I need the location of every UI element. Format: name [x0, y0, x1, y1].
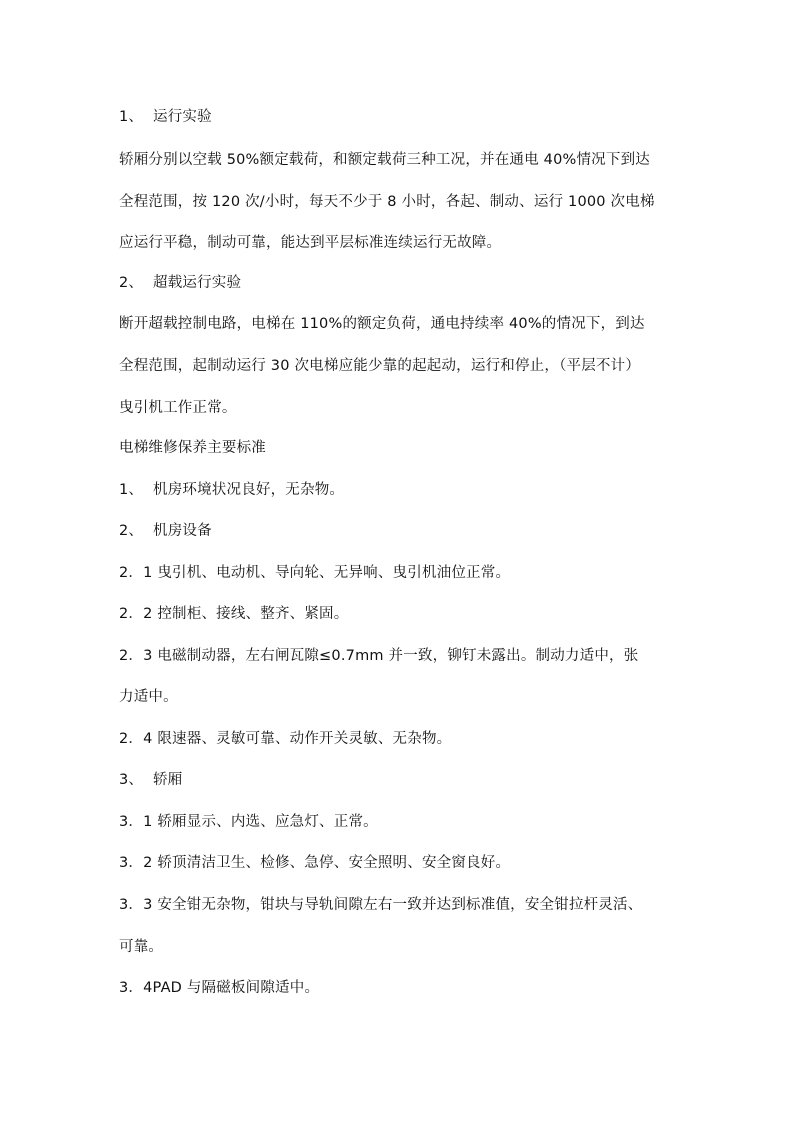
- paragraph-line: [119, 314, 679, 334]
- document-heading: [119, 438, 679, 458]
- line-text: 电梯维修保养主要标准: [119, 440, 266, 456]
- paragraph-line: [119, 150, 679, 170]
- line-text: 3．4PAD 与隔磁板间隙适中。: [119, 980, 320, 996]
- line-text: 可靠。: [119, 939, 164, 955]
- line-text: 轿厢分别以空载 50%额定载荷，和额定载荷三种工况，并在通电 40%情况下到达: [119, 152, 650, 168]
- paragraph-line: [119, 398, 679, 418]
- section-heading: [119, 107, 679, 127]
- list-number: 2、: [119, 275, 144, 291]
- line-text: 全程范围，起制动运行 30 次电梯应能少靠的起起动，运行和停止，（平层不计）: [119, 358, 641, 374]
- list-item: [119, 604, 679, 624]
- line-text: 全程范围，按 120 次/小时，每天不少于 8 小时，各起、制动、运行 1000 次电梯: [119, 194, 655, 210]
- list-item: [119, 480, 679, 500]
- list-item: [119, 812, 679, 832]
- line-text: 2．4 限速器、灵敏可靠、动作开关灵敏、无杂物。: [119, 731, 452, 747]
- line-text: 超载运行实验: [153, 275, 242, 291]
- section-heading: [119, 521, 679, 541]
- paragraph-line: [119, 687, 679, 707]
- line-text: 曳引机工作正常。: [119, 400, 237, 416]
- list-item: [119, 895, 679, 915]
- line-text: 机房环境状况良好，无杂物。: [153, 482, 345, 498]
- list-item: [119, 646, 679, 666]
- line-text: 3．1 轿厢显示、内选、应急灯、正常。: [119, 814, 378, 830]
- section-heading: [119, 770, 679, 790]
- line-text: 应运行平稳，制动可靠，能达到平层标准连续运行无故障。: [119, 235, 502, 251]
- list-number: 3、: [119, 772, 144, 788]
- list-item: [119, 729, 679, 749]
- line-text: 2．2 控制柜、接线、整齐、紧固。: [119, 606, 349, 622]
- line-text: 3．2 轿顶清洁卫生、检修、急停、安全照明、安全窗良好。: [119, 855, 511, 871]
- line-text: 运行实验: [153, 109, 212, 125]
- paragraph-line: [119, 356, 679, 376]
- section-heading: [119, 273, 679, 293]
- line-text: 机房设备: [153, 523, 212, 539]
- list-item: [119, 978, 679, 998]
- line-text: 2．3 电磁制动器，左右闸瓦隙≤0.7mm 并一致，铆钉未露出。制动力适中，张: [119, 648, 639, 664]
- line-text: 断开超载控制电路，电梯在 110%的额定负荷，通电持续率 40%的情况下，到达: [119, 316, 645, 332]
- paragraph-line: [119, 192, 679, 212]
- line-text: 2．1 曳引机、电动机、导向轮、无异响、曳引机油位正常。: [119, 565, 511, 581]
- list-item: [119, 563, 679, 583]
- line-text: 轿厢: [153, 772, 183, 788]
- list-item: [119, 853, 679, 873]
- list-number: 2、: [119, 523, 144, 539]
- paragraph-line: [119, 233, 679, 253]
- paragraph-line: [119, 937, 679, 957]
- list-number: 1、: [119, 482, 144, 498]
- list-number: 1、: [119, 109, 144, 125]
- line-text: 3．3 安全钳无杂物，钳块与导轨间隙左右一致并达到标准值，安全钳拉杆灵活、: [119, 897, 643, 913]
- line-text: 力适中。: [119, 689, 178, 705]
